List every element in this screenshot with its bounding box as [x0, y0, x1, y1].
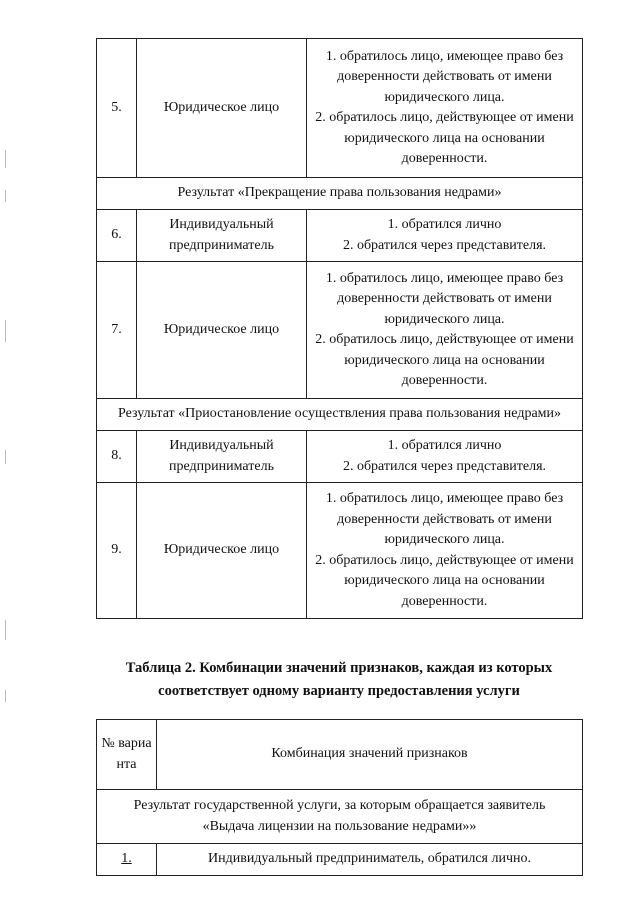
- table-header-row: [97, 720, 583, 790]
- applicant-type: Индивидуальный предприниматель: [137, 431, 307, 483]
- table-row: [97, 844, 583, 876]
- table-row: [97, 431, 583, 483]
- applicant-conditions: 1. обратился лично 2. обратился через представителя.: [307, 431, 583, 483]
- applicant-conditions: 1. обратилось лицо, имеющее право без доверенности действовать от имени юридического лица. 2. обратилось лицо, действующее от имени юридического лица на основании доверенности.: [307, 39, 583, 178]
- table-2: [96, 719, 583, 876]
- applicant-type: Индивидуальный предприниматель: [137, 210, 307, 262]
- applicant-conditions: 1. обратился лично 2. обратился через представителя.: [307, 210, 583, 262]
- row-number: 6.: [97, 210, 137, 262]
- table-2-title: Таблица 2. Комбинации значений признаков, каждая из которых соответствует одному варианту предоставления услуги: [125, 660, 553, 699]
- row-number: 5.: [97, 39, 137, 178]
- table-row: [97, 262, 583, 399]
- result-row: [97, 178, 583, 210]
- result-heading: Результат государственной услуги, за которым обращается заявитель «Выдача лицензии на пользование недрами»»: [97, 790, 583, 844]
- table-combinations-part: [96, 38, 583, 619]
- result-row: [97, 399, 583, 431]
- table-row: [97, 210, 583, 262]
- table-row: [97, 39, 583, 178]
- table-row: [97, 483, 583, 619]
- row-number: 8.: [97, 431, 137, 483]
- applicant-type: Юридическое лицо: [137, 39, 307, 178]
- scan-margin-marks: [5, 150, 9, 710]
- row-number: 9.: [97, 483, 137, 619]
- applicant-conditions: 1. обратилось лицо, имеющее право без доверенности действовать от имени юридического лица. 2. обратилось лицо, действующее от имени юридического лица на основании доверенности.: [307, 483, 583, 619]
- variant-combination: Индивидуальный предприниматель, обратился лично.: [157, 844, 583, 876]
- applicant-type: Юридическое лицо: [137, 483, 307, 619]
- result-heading: Результат «Приостановление осуществления права пользования недрами»: [97, 399, 583, 431]
- variant-number: 1.: [97, 844, 157, 876]
- applicant-conditions: 1. обратилось лицо, имеющее право без доверенности действовать от имени юридического лица. 2. обратилось лицо, действующее от имени юридического лица на основании доверенности.: [307, 262, 583, 399]
- header-combination: Комбинация значений признаков: [157, 720, 583, 790]
- result-row: [97, 790, 583, 844]
- applicant-type: Юридическое лицо: [137, 262, 307, 399]
- header-variant-number: № варианта: [97, 720, 157, 790]
- result-heading: Результат «Прекращение права пользования недрами»: [97, 178, 583, 210]
- row-number: 7.: [97, 262, 137, 399]
